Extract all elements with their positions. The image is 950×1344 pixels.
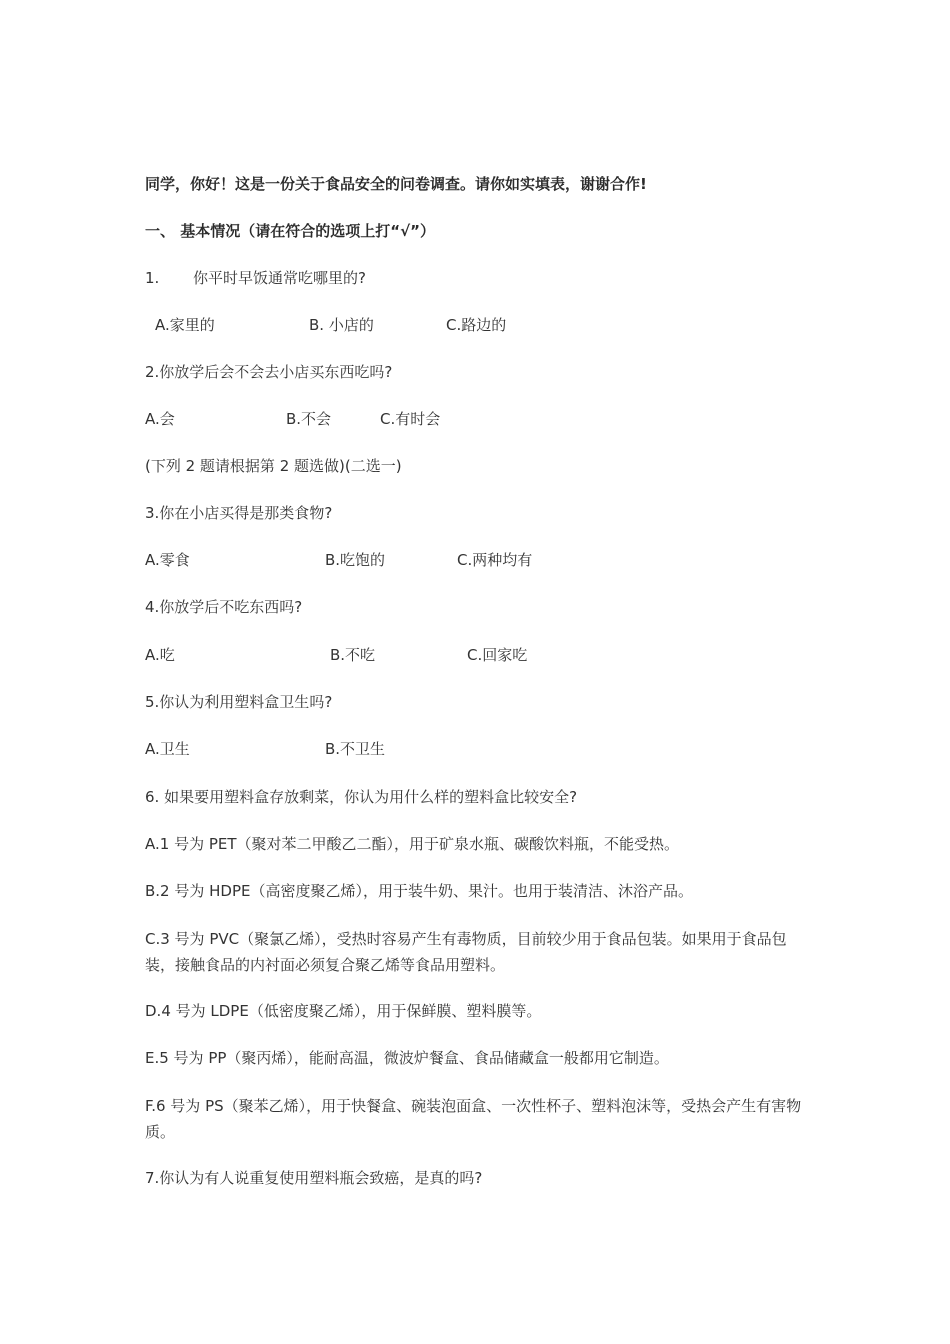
question-1-text: 你平时早饭通常吃哪里的? [193,269,366,287]
choose-note: (下列 2 题请根据第 2 题选做)(二选一) [145,457,402,475]
question-3-option-c[interactable]: C.两种均有 [457,551,533,569]
question-2-option-c[interactable]: C.有时会 [380,410,441,428]
question-6-option-e[interactable]: E.5 号为 PP（聚丙烯），能耐高温，微波炉餐盒、食品储藏盒一般都用它制造。 [145,1049,669,1067]
question-1-number: 1. [145,269,160,287]
question-4: 4.你放学后不吃东西吗? [145,598,303,616]
question-3-option-b[interactable]: B.吃饱的 [325,551,386,569]
question-7: 7.你认为有人说重复使用塑料瓶会致癌，是真的吗? [145,1169,483,1187]
question-3-option-a[interactable]: A.零食 [145,551,190,569]
question-5-option-a[interactable]: A.卫生 [145,740,190,758]
question-3: 3.你在小店买得是那类食物? [145,504,333,522]
question-4-option-c[interactable]: C.回家吃 [467,646,528,664]
question-6-option-a[interactable]: A.1 号为 PET（聚对苯二甲酸乙二酯），用于矿泉水瓶、碳酸饮料瓶，不能受热。 [145,835,680,853]
question-6-option-c[interactable]: C.3 号为 PVC（聚氯乙烯），受热时容易产生有毒物质，目前较少用于食品包装。如果用于食品包装，接触食品的内衬面必须复合聚乙烯等食品用塑料。 [145,930,787,974]
question-1-option-a[interactable]: A.家里的 [155,316,215,334]
question-5: 5.你认为利用塑料盒卫生吗? [145,693,333,711]
question-6-option-b[interactable]: B.2 号为 HDPE（高密度聚乙烯），用于装牛奶、果汁。也用于装清洁、沐浴产品。 [145,882,693,900]
question-2: 2.你放学后会不会去小店买东西吃吗? [145,363,393,381]
section-heading: 一、 基本情况（请在符合的选项上打“√”） [145,222,435,240]
question-2-option-b[interactable]: B.不会 [286,410,332,428]
question-4-option-b[interactable]: B.不吃 [330,646,376,664]
question-4-option-a[interactable]: A.吃 [145,646,175,664]
question-2-option-a[interactable]: A.会 [145,410,175,428]
question-6-option-f[interactable]: F.6 号为 PS（聚苯乙烯），用于快餐盒、碗装泡面盒、一次性杯子、塑料泡沫等，受热会产生有害物质。 [145,1097,802,1141]
question-1-option-c[interactable]: C.路边的 [446,316,507,334]
question-6-option-d[interactable]: D.4 号为 LDPE（低密度聚乙烯），用于保鲜膜、塑料膜等。 [145,1002,542,1020]
question-5-option-b[interactable]: B.不卫生 [325,740,386,758]
question-6: 6. 如果要用塑料盒存放剩菜，你认为用什么样的塑料盒比较安全? [145,788,578,806]
question-1-option-b[interactable]: B. 小店的 [309,316,374,334]
greeting-text: 同学，你好！这是一份关于食品安全的问卷调查。请你如实填表，谢谢合作! [145,175,647,193]
